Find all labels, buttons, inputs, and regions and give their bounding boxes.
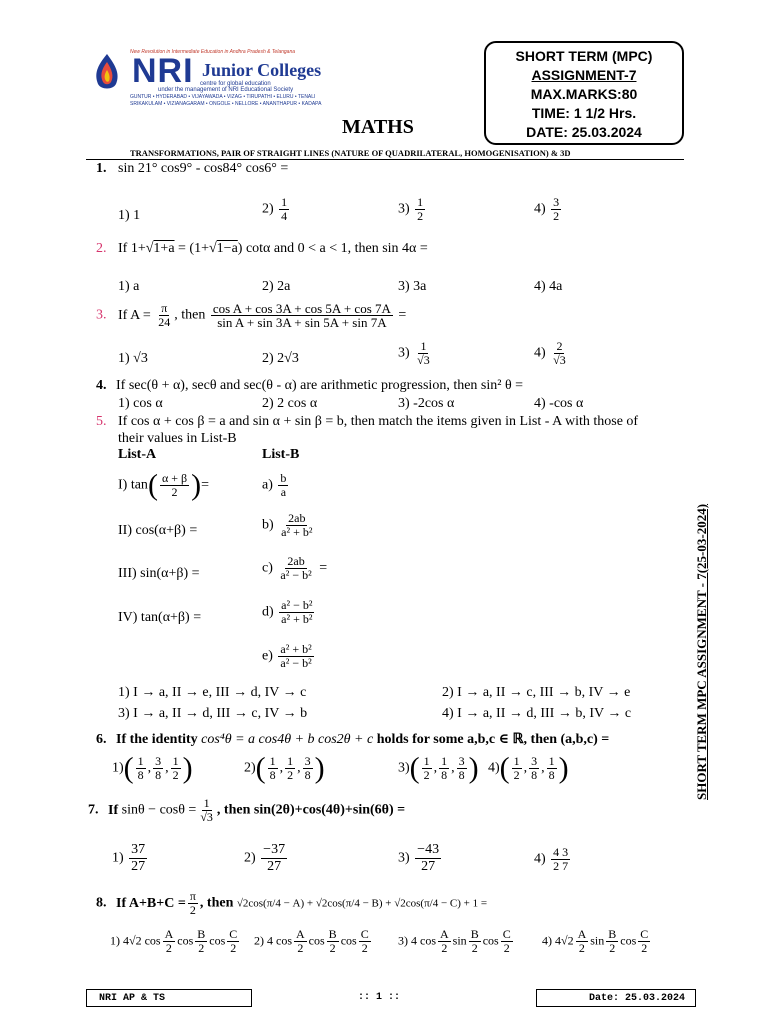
question-7: 7. If sinθ − cosθ = $\frac{1}{√3}$ , then sin(2θ)+cos(4θ)+sin(6θ) = (88, 796, 406, 824)
topics-line: TRANSFORMATIONS, PAIR OF STRAIGHT LINES (NATURE OF QUADRILATERAL, HOMOGENISATION) & 3D (130, 148, 571, 158)
list-b-item-b: b) $\frac{2ab}{\text{a² + b²}}$ (262, 511, 313, 539)
logo-cities-line2: SRIKAKULAM • VIZIANAGARAM • ONGOLE • NELLORE • ANANTHAPUR • KADAPA (130, 101, 322, 107)
box-line-1: SHORT TERM (MPC) (515, 48, 653, 64)
question-5-line2: their values in List-B (118, 431, 237, 446)
question-3: 3. If A = $\frac{\pi}{24}$ , then $\frac{\text{cos A + cos 3A + cos 5A + cos 7A}}{\text{sin A + sin 3A + sin 5A + sin 7A}}$ = (96, 301, 407, 330)
q1-option-3: 3) $\frac{1}{2}$ (398, 195, 424, 223)
subject-title: MATHS (342, 116, 414, 138)
q3-option-2: 2) 2√3 (262, 351, 299, 366)
question-6 (96, 731, 609, 748)
q6-option-2: 2)( $\frac{1}{8}$ , $\frac{1}{2}$ , $\frac{3}{8}$ ) (244, 751, 325, 785)
q5-option-1: 1) I → a, II → e, III → d, IV → c (118, 685, 307, 700)
q1-option-2: 2) $\frac{1}{4}$ (262, 195, 288, 223)
option-label: 4) (534, 201, 546, 217)
q8-expression: √2cos(π/4 − A) + √2cos(π/4 − B) + √2cos(π/4 − C) + 1 = (236, 897, 488, 910)
header-divider (86, 159, 684, 160)
option-label: 3) (398, 345, 410, 361)
list-b-item-d: d) $\frac{\text{a² − b²}}{\text{a² + b²}}$ (262, 598, 313, 626)
question-text: If (118, 241, 128, 256)
question-text-then: , then (199, 895, 234, 911)
option-label: 1) (112, 850, 124, 866)
question-text-then: , then (174, 307, 206, 323)
item-label: e) (262, 648, 273, 664)
q8-option-1: 1) 4√2 cos $\frac{A}{2}$ cos $\frac{B}{2}$ cos $\frac{C}{2}$ (110, 927, 238, 955)
list-b-item-a: a) $\frac{b}{a}$ (262, 471, 287, 499)
question-number: 6. (96, 732, 107, 747)
q7-option-4: 4) $\frac{4 3}{2 7}$ (534, 845, 569, 873)
option-label: 2) (244, 760, 256, 776)
list-a-item-4: IV) tan(α+β) = (118, 610, 202, 625)
box-line-4: TIME: 1 1/2 Hrs. (531, 105, 637, 121)
footer-date: Date: 25.03.2024 (536, 989, 696, 1007)
q2-option-2: 2) 2a (262, 279, 291, 294)
q3-option-1: 1) √3 (118, 351, 148, 366)
question-number: 8. (96, 895, 107, 911)
question-number: 2. (96, 241, 107, 256)
question-text: If cos α + cos β = a and sin α + sin β = b, then match the items given in List - A with those of (118, 414, 639, 429)
q3-option-4: 4) $\frac{2}{√3}$ (534, 339, 566, 367)
q8-option-4: 4) 4√2 $\frac{A}{2}$ sin $\frac{B}{2}$ cos $\frac{C}{2}$ (542, 927, 649, 955)
question-8: 8. If A+B+C = $\frac{\pi}{2}$ , then √2cos(π/4 − A) + √2cos(π/4 − B) + √2cos(π/4 − C) + 1 = (96, 889, 488, 917)
logo-flame-icon (92, 52, 122, 94)
question-2 (96, 241, 428, 257)
q4-option-3: 3) -2cos α (398, 396, 455, 411)
item-label: b) (262, 517, 274, 533)
q8-option-3: 3) 4 cos $\frac{A}{2}$ sin $\frac{B}{2}$ cos $\frac{C}{2}$ (398, 927, 511, 955)
question-text: sin 21° cos9° - cos84° cos6° = (118, 161, 289, 176)
question-text: If (108, 802, 119, 818)
list-a-item-3: III) sin(α+β) = (118, 566, 200, 581)
option-label: 2) (244, 850, 256, 866)
logo-management: under the management of NRI Educational Society (158, 87, 294, 93)
list-a-item-2: II) cos(α+β) = (118, 523, 198, 538)
logo-tagline: New Revolution in Intermediate Education in Andhra Pradesh & Telangana (130, 49, 296, 55)
list-a-heading: List-A (118, 447, 157, 462)
assignment-info-box (484, 41, 684, 145)
q3-expression: $\frac{\text{cos A + cos 3A + cos 5A + cos 7A}}{\text{sin A + sin 3A + sin 5A + sin 7A}}$ (212, 301, 391, 330)
option-label: 4) (534, 851, 546, 867)
item-label: d) (262, 604, 274, 620)
option-label: 3) (398, 760, 410, 776)
question-number: 5. (96, 414, 107, 429)
option-label: 3) (398, 201, 410, 217)
question-number: 1. (96, 161, 107, 176)
q8-option-2: 2) 4 cos $\frac{A}{2}$ cos $\frac{B}{2}$ cos $\frac{C}{2}$ (254, 927, 369, 955)
item-label: c) (262, 560, 273, 576)
q6-option-4: 4)( $\frac{1}{2}$ , $\frac{3}{8}$ , $\frac{1}{8}$ ) (488, 751, 569, 785)
q3-condition: A = $\frac{\pi}{24}$ (130, 301, 171, 329)
question-text-then: , then sin(2θ)+cos(4θ)+sin(6θ) = (216, 802, 406, 818)
question-1 (96, 161, 288, 177)
box-line-2: ASSIGNMENT-7 (531, 67, 637, 83)
item-label: I) (118, 477, 128, 493)
option-label: 1) (110, 933, 120, 948)
q2-option-3: 3) 3a (398, 279, 427, 294)
footer-page-number: :: 1 :: (358, 992, 401, 1003)
question-condition: and 0 < a < 1, then sin 4α = (273, 241, 428, 256)
q1-option-4: 4) $\frac{3}{2}$ (534, 195, 560, 223)
option-label: 3) (398, 850, 410, 866)
option-label: 3) (398, 933, 408, 948)
logo-subtitle: centre for global education (200, 81, 271, 87)
q4-option-1: 1) cos α (118, 396, 163, 411)
q5-option-3: 3) I → a, II → d, III → c, IV → b (118, 706, 308, 721)
q2-option-4: 4) 4a (534, 279, 563, 294)
item-label: a) (262, 477, 273, 493)
option-label: 2) (262, 201, 274, 217)
option-label: 4) (534, 345, 546, 361)
q2-option-1: 1) a (118, 279, 140, 294)
option-label: 4) (542, 933, 552, 948)
list-b-item-c: c) $\frac{2ab}{\text{a² − b²}}$ = (262, 554, 328, 582)
q6-option-3: 3)( $\frac{1}{2}$ , $\frac{1}{8}$ , $\frac{3}{8}$ ) (398, 751, 479, 785)
option-label: 4) (488, 760, 500, 776)
q6-option-1: 1)( $\frac{1}{8}$ , $\frac{3}{8}$ , $\frac{1}{2}$ ) (112, 751, 193, 785)
list-b-heading: List-B (262, 447, 300, 462)
question-text: If sec(θ + α), secθ and sec(θ - α) are arithmetic progression, then sin² θ = (116, 378, 524, 393)
question-text: If the identity (116, 732, 198, 747)
box-line-3: MAX.MARKS:80 (530, 86, 638, 102)
question-number: 7. (88, 802, 99, 818)
q2-equation: 1+√1+a = (1+√1−a) cotα (130, 241, 274, 256)
list-a-item-1: I) tan( $\frac{\alpha + \beta}{2}$ )= (118, 468, 210, 502)
list-b-item-e: e) $\frac{\text{a² + b²}}{\text{a² − b²}}$ (262, 642, 312, 670)
q1-option-1: 1) 1 (118, 208, 141, 223)
box-line-5: DATE: 25.03.2024 (526, 124, 642, 140)
logo-cities-line1: GUNTUR • HYDERABAD • VIJAYAWADA • VIZAG • TIRUPATHI • ELURU • TENALI (130, 94, 316, 100)
q7-equation: sinθ − cosθ = (121, 802, 197, 818)
q4-option-2: 2) 2 cos α (262, 396, 318, 411)
q5-option-2: 2) I → a, II → c, III → b, IV → e (442, 685, 631, 700)
q3-option-3: 3) $\frac{1}{√3}$ (398, 339, 430, 367)
question-text: If A+B+C = (116, 895, 186, 911)
option-label: 1) (112, 760, 124, 776)
q7-option-1: 1) $\frac{37}{27}$ (112, 842, 146, 874)
footer-left: NRI AP & TS (86, 989, 252, 1007)
question-5 (96, 414, 638, 430)
q7-option-3: 3) $\frac{-43}{27}$ (398, 842, 440, 874)
question-text: If (118, 307, 128, 323)
question-number: 4. (96, 378, 107, 393)
q4-option-4: 4) -cos α (534, 396, 584, 411)
side-vertical-label: SHORT TERM MPC ASSIGNMENT - 7(25-03-2024) (694, 503, 709, 800)
logo-suffix: Junior Colleges (202, 60, 322, 80)
option-label: 2) (254, 933, 264, 948)
q5-option-4: 4) I → a, II → d, III → b, IV → c (442, 706, 632, 721)
q7-option-2: 2) $\frac{-37}{27}$ (244, 842, 286, 874)
identity-expression: cos⁴θ = a cos4θ + b cos2θ + c (201, 732, 374, 747)
question-4 (96, 378, 523, 394)
logo-name: NRI (132, 52, 194, 90)
question-number: 3. (96, 307, 107, 323)
question-text-post: holds for some a,b,c ∈ ℝ, then (a,b,c) = (376, 732, 610, 747)
